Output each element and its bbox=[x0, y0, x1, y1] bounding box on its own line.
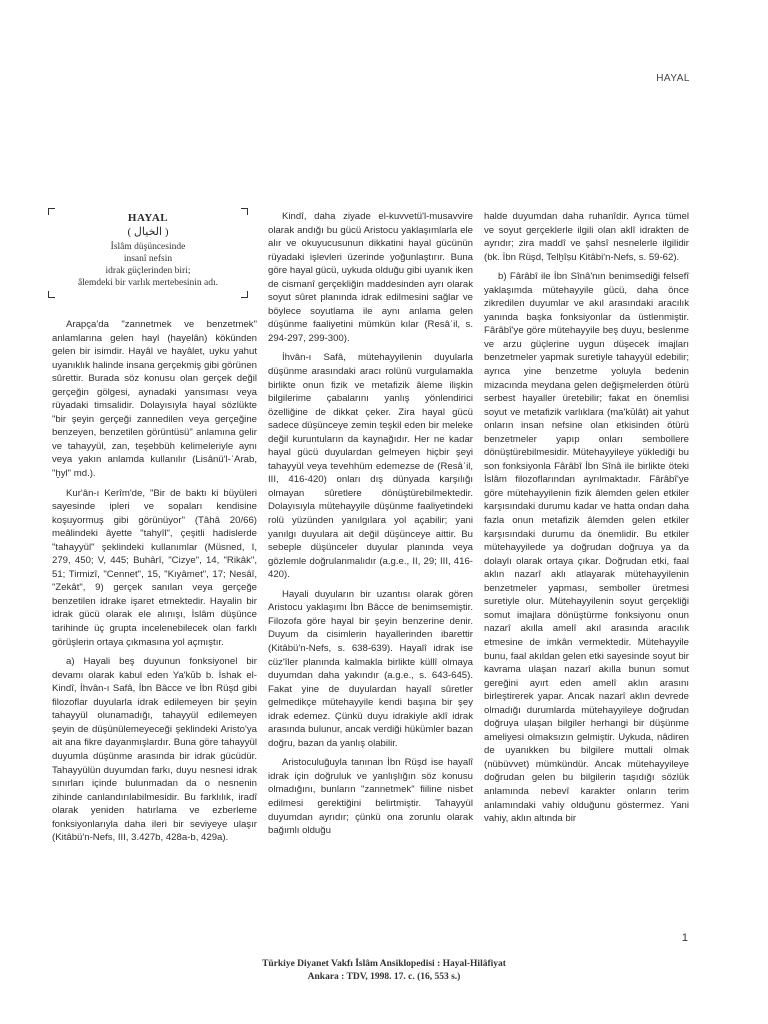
paragraph: b) Fârâbî ile İbn Sînâ'nın benimsediği felsefî yaklaşımda mütehayyile gücü, daha önce zikredilen duyumlar ve akıl arasındaki aracılık yanında başka fonksiyonlar da üstlenmiştir. Fârâbî'ye göre mütehayyile beş duyu, beslenme ve arzu güçlerine uygun düşecek imajları benzetmeler yapmak suretiyle tahayyül edebilir; ayrıca yine benzetme yoluyla bedenin mizacında meydana gelen değişmelerden ötürü serbest hayaller üretebilir; fakat en önemlisi soyut ve metafizik varlıklara (ma'kūlât) ait yahut onların insan nefsine olan etkisinden ötürü benzetmeler yapıp onları sembollere dönüştürebilmesidir. Mütehayyileye yüklediği bu son fonksiyonla Fârâbî İbn Sînâ ile birlikte öteki İslâm filozoflarından ayrılmaktadır. Fârâbî'ye göre mütehayyilenin fizik âlemden gelen etkiler karşısındaki durumu kadar ve hatta ondan daha fazla onun metafizik âlemden gelen etkiler karşısındaki durumu da önemlidir. Bu etkiler mütehayyilede ya doğrudan doğruya ya da dolaylı olarak ortaya çıkar. Doğrudan etki, faal aklın nazarî aklı atlayarak mütehayyilenin benzetmeler yapması, semboller üretmesi suretiyle olur. Mütehayyilenin soyut gerçekliği somut imajlara dönüştürme fonksiyonu onun nazarî akılla amelî akıl arasında aracılık etmesine de imkân vermektedir. Mütehayyile bunu, faal akıldan gelen etki sayesinde soyut bir kavrama ulaşan nazarî akılla bunun somut gereğini ayırt eden amelî aklın arasını birleştirerek yapar. Ancak nazarî aklın devrede olmadığı durumlarda mütehayyileye doğrudan doğruya ulaşan bilgiler herhangi bir düşünme ameliyesi olmaksızın gelmiştir. Uykuda, nâdiren de uyanıkken bu bilgilere muttali olmak (nübüvvet) mümkündür. Ancak mütehayyileye doğrudan gelen bu bilgilerin taşıdığı sözlük anlamında nebevî karakter onların terim anlamındaki vahiy olduğunu göstermez. Yani vahiy, aklın altında bir bbox=[484, 271, 689, 825]
footer-line: Ankara : TDV, 1998. 17. c. (16, 553 s.) bbox=[307, 972, 461, 982]
paragraph: a) Hayali beş duyunun fonksiyonel bir devamı olarak kabul eden Ya'kūb b. İshak el-Kindî, İhvân-ı Safâ, İbn Bâcce ve İbn Rüşd gibi filozoflar duyularla idrak edilemeyen bir şeyin tahayyül olunamadığı, tahayyül edilemeyen şeyin de düşünülemeyeceği şeklindeki Aristo'ya ait ana fikre dayanmışlardır. Buna göre tahayyül duyumla düşünme arasında bir idrak gücüdür. Tahayyülün duyumdan farkı, duyu nesnesi idrak sınırları içinde bulunmadan da o nesnenin zihinde canlandırılabilmesidir. Bu farklılık, iradî olarak yeniden hatırlama ve ezberleme fonksiyonlarıyla daha ileri bir seviyeye ulaşır (Kitâbü'n-Nefs, III, 3.427b, 428a-b, 429a). bbox=[52, 656, 257, 844]
text-column-2 bbox=[268, 210, 473, 844]
entry-heading-box bbox=[48, 208, 248, 298]
corner-mark bbox=[241, 208, 248, 215]
entry-subtitle-line: idrak güçlerinden biri; bbox=[105, 266, 191, 276]
entry-subtitle-line: İslâm düşüncesinde bbox=[110, 242, 186, 252]
paragraph: Kur'ân-ı Kerîm'de, "Bir de baktı ki büyüleri sayesinde ipleri ve sopaları kendisine koşuyormuş gibi görünüyor" (Tâhâ 20/66) meâlindeki âyette "tahyîl", çeşitli hadislerde "tahayyül" şeklindeki kullanımlar (Müsned, I, 279, 450; V, 445; Buhârî, "Cizye", 14, "Rikâk", 51; Tirmizî, "Cennet", 15, "Kıyâmet", 17; Nesâî, "Zekât", 9) gerçek sanılan veya gerçeğe benzetilen idrake işaret etmektedir. Hayalin bir idrak gücü olarak ele alınışı, İslâm düşünce tarihinde üç grupta incelenebilecek olan farklı görüşlerin ortaya çıkmasına yol açmıştır. bbox=[52, 487, 257, 648]
running-head: HAYAL bbox=[656, 73, 690, 84]
entry-arabic-title: ( الخيال ) bbox=[127, 226, 169, 238]
paragraph: İhvân-ı Safâ, mütehayyilenin duyularla düşünme arasındaki aracı rolünü vurgulamakla birlikte onun fizik ve metafizik âleme ilişkin bilgilerime çabalarını yanlış yönlendirici özelliğine de dikkat çeker. Zira hayal gücü sadece düşünceye zemin teşkil eden bir meleke değil kuruntuların da kaynağıdır. Her ne kadar hayal gücü duyulardan gelmeyen hiçbir şeyi tahayyül veya tevehhüm edemezse de (Resâʾil, III, 416-420) onları dış dünyada karşılığı olmayan sûretlere dönüştürebilmektedir. Dolayısıyla mütehayyile düşünme faaliyetindeki rolü yüzünden yanılgılara yol açabilir; yani yanılgı duyulara ait değil düşünceye aittir. Bu sebeple düşünceler duyular planında veya gözlemle doğrulanmalıdır (a.g.e., II, 29; III, 416-420). bbox=[268, 352, 473, 581]
entry-subtitle-line: âlemdeki bir varlık mertebesinin adı. bbox=[77, 278, 219, 288]
corner-mark bbox=[241, 291, 248, 298]
page-number: 1 bbox=[681, 932, 688, 944]
entry-subtitle-line: insanî nefsin bbox=[123, 254, 173, 264]
paragraph: Aristoculuğuyla tanınan İbn Rüşd ise hayalî idrak için doğruluk ve yanlışlığın söz konusu olmadığını, bunların "zannetmek" fiiline nisbet edilmesi gerektiğini belirtmiştir. Tahayyül duyumdan ayrıdır; çünkü ona zorunlu olarak bağımlı olduğu bbox=[268, 757, 473, 837]
entry-title: HAYAL bbox=[127, 212, 169, 224]
paragraph: halde duyumdan daha ruhanîdir. Ayrıca tümel ve soyut gerçeklerle ilgili olan aklî idrakten de ayrıdır; zira maddî ve şahsî nesnelerle ilgilidir (bk. İbn Rüşd, Telḫîṣu Kitâbi'n-Nefs, s. 59-62). bbox=[484, 211, 689, 263]
text-column-1 bbox=[52, 318, 257, 851]
paragraph: Arapça'da "zannetmek ve benzetmek" anlamlarına gelen hayl (hayelân) kökünden gelen bir isimdir. Hayâl ve hayâlet, uyku yahut uyanıklık halinde insana gerçekmiş gibi görünen sûrettir. Burada söz konusu olan gerçek değil gerçeğin gölgesi, aynadaki yansıması veya rüyadaki timsalidir. Dolayısıyla hayal sözlükte "bir şeyin gerçeği zannedilen veya gerçeğine benzeyen, benzetilen görüntüsü" anlamına gelir ve tahayyül, zan, teşebbüh kelimeleriyle aynı veya yakın anlamda kullanılır (Lisânü'l-ʿArab, "ḫyl" md.). bbox=[52, 319, 257, 480]
footer-line: Türkiye Diyanet Vakfı İslâm Ansiklopedisi : Hayal-Hilâfiyat bbox=[262, 959, 506, 969]
paragraph: Kindî, daha ziyade el-kuvvetü'l-musavvire olarak andığı bu gücü Aristocu yaklaşımlarla ele alır ve okuyucusunun dikkatini hayal gücünün rüyadaki işlevleri üzerinde yoğunlaştırır. Buna göre hayal gücü, uykuda olduğu gibi uyanık iken de cismanî gerçekliğin maddesinden ayrı olarak soyut sûret planında idrak edilmesini sağlar ve böylece soyutlama ile aynı anlama gelen düşünme faaliyetini mümkün kılar (Resâʾil, s. 294-297, 299-300). bbox=[268, 211, 473, 344]
citation-footer bbox=[0, 958, 768, 984]
corner-mark bbox=[48, 291, 55, 298]
text-column-3 bbox=[484, 210, 689, 832]
entry-subtitle bbox=[48, 241, 248, 289]
paragraph: Hayali duyuların bir uzantısı olarak gören Aristocu yaklaşımı İbn Bâcce de benimsemiştir. Filozofa göre hayal bir şeyin benzerine denir. Duyum da cisimlerin hayallerinden ibarettir (Kitâbü'n-Nefs, s. 638-639). Hayalî idrak ise cüz'îler planında kalmakla birlikte küllî olmaya duyumdan daha yakındır (a.g.e., s. 643-645). Fakat yine de duyulardan hayalî sûretler gelmedikçe mütehayyile kendi başına bir şey idrak edemez. Çünkü duyu idrakiyle aklî idrak arasında bulunur, ancak verdiği hükümler bazan doğru, bazan da yanlış olabilir. bbox=[268, 588, 473, 749]
corner-mark bbox=[48, 208, 55, 215]
